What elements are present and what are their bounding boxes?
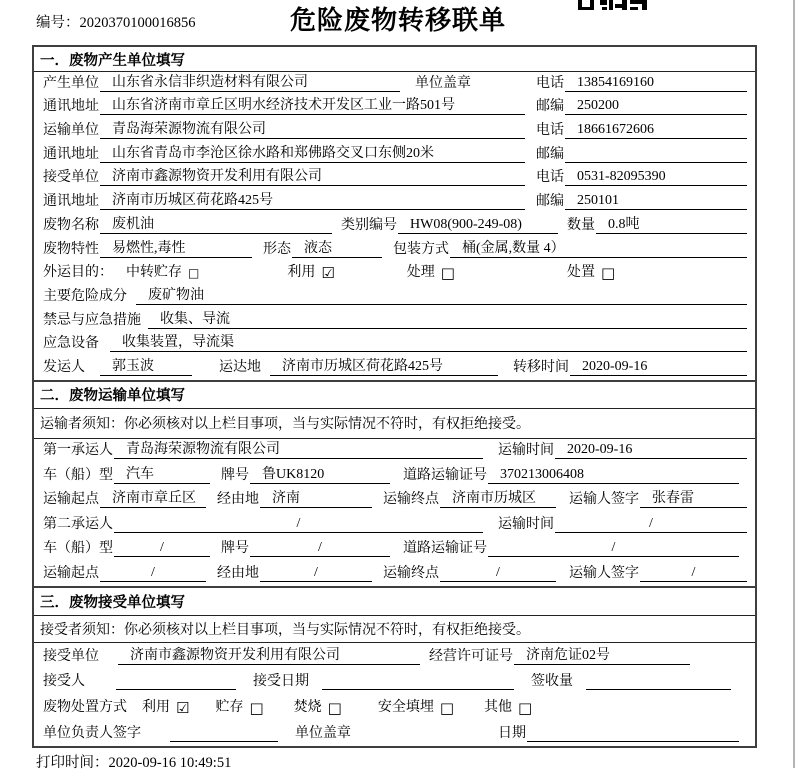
disposal-option-storage [215,696,263,716]
transport-time2-label: 运输时间 [498,516,554,532]
disposal-label: 废物处置方式 [43,700,127,715]
producer-address-row [34,96,755,120]
producer-label: 产生单位 [43,75,99,91]
origin1-value: 济南市章丘区 [100,487,206,508]
permit1-label: 道路运输证号 [403,467,487,483]
date-label: 日期 [498,725,526,741]
sign1-value: 张春雷 [640,487,747,508]
acceptor-row [34,669,755,695]
print-time-label: 打印时间： [36,755,109,771]
disposal-option-utilize [142,696,189,716]
serial-number-line [36,11,196,32]
terminus2-value: / [440,565,556,582]
vehicle2-label: 车（船）型 [43,541,113,557]
terminus2-label: 运输终点 [383,565,439,581]
disposal-utilize-label: 利用 [142,700,170,715]
permit2-label: 道路运输证号 [403,541,487,557]
purpose-row [34,262,755,286]
purpose-dispose-label: 处置 [566,265,595,281]
disposal-storage-checkbox: □ [249,699,264,717]
acceptor-notice-text: 接受者须知：你必须核对以上栏目事项，当与实际情况不符时，有权拒绝接受。 [40,622,530,638]
transport-time1-label: 运输时间 [498,443,554,459]
route2-row [34,561,755,586]
receiver-address-row [34,190,755,214]
producer-row [34,72,755,96]
hazard-row [34,285,755,309]
purpose-transfer-storage-checkbox: □ [188,266,200,281]
print-time-value: 2020-09-16 10:49:51 [108,755,232,771]
accept-unit-row [34,643,755,669]
page-title: 危险废物转移联单 [289,5,507,35]
vehicle2-value: / [114,540,210,557]
purpose-label: 外运目的： [43,265,113,281]
disposal-storage-label: 贮存 [215,700,244,715]
receiver-addr-label: 通讯地址 [43,194,99,210]
carrier1-label: 第一承运人 [43,443,113,459]
receiver-phone-label: 电话 [536,170,564,186]
origin2-value: / [100,565,206,582]
acceptor-notice-row [34,616,755,643]
received-qty-value [586,689,731,690]
serial-number: 2020370100016856 [79,15,196,31]
transfer-time-value: 2020-09-16 [570,359,747,376]
producer-zip-label: 邮编 [536,99,564,115]
accept-date-label: 接受日期 [253,674,309,690]
purpose-treat-label: 处理 [406,265,435,281]
manifest-form [32,45,757,748]
vehicle1-row [34,463,755,488]
receiver-label: 接受单位 [43,170,99,186]
carrier2-label: 第二承运人 [43,516,113,532]
vehicle1-label: 车（船）型 [43,467,113,483]
responsible-label: 单位负责人签字 [43,725,141,741]
form-label: 形态 [263,241,291,257]
receiver-addr-value: 济南市历城区荷花路425号 [100,189,525,210]
disposal-incinerate-checkbox: □ [327,699,342,717]
taboo-label: 禁忌与应急措施 [43,312,141,328]
vehicle2-row [34,537,755,562]
carrier1-value: 青岛海荣源物流有限公司 [114,438,483,459]
section3-body [34,643,755,746]
via2-label: 经由地 [217,565,259,581]
route1-row [34,488,755,513]
transport-time1-value: 2020-09-16 [555,442,747,459]
page-edge-line [793,0,795,768]
purpose-option-treat [407,261,455,281]
packing-value: 桶(金属,数量 4） [450,237,747,258]
purpose-transfer-storage-label: 中转贮存 [126,265,182,281]
section1-body [34,72,755,380]
taboo-row [34,309,755,333]
form-value: 液态 [292,237,382,258]
plate1-label: 牌号 [221,467,249,483]
category-value: HW08(900-249-08) [398,217,558,234]
disposal-landfill-label: 安全填埋 [377,700,434,715]
purpose-treat-checkbox: □ [440,264,455,283]
print-time-line [36,751,231,772]
sign1-label: 运输人签字 [569,492,639,508]
transport-time2-value: / [555,516,747,533]
purpose-option-transfer-storage [126,261,199,281]
disposal-landfill-checkbox: □ [439,699,455,717]
carrier-notice-row [34,409,755,439]
plate2-value: / [250,540,390,557]
transporter-row [34,119,755,143]
license-value: 济南危证02号 [514,644,690,665]
sign2-label: 运输人签字 [569,565,639,581]
receiver-value: 济南市鑫源物资开发利用有限公司 [100,165,525,186]
purpose-option-utilize [287,261,334,281]
via2-value: / [260,565,372,582]
responsible-row [34,720,755,746]
waste-character-row [34,238,755,262]
serial-label: 编号： [36,15,80,31]
transporter-phone-value: 18661672606 [565,122,747,139]
disposal-other-label: 其他 [484,700,513,715]
shipper-row [34,356,755,380]
acceptor-label: 接受人 [43,674,85,690]
dest-label: 运达地 [219,359,261,375]
unit-seal-label: 单位盖章 [415,75,471,91]
packing-label: 包装方式 [393,241,449,257]
section1-heading: 一．废物产生单位填写 [34,47,755,72]
date-value [527,741,739,742]
transporter-addr-label: 通讯地址 [43,146,99,162]
section3-heading: 三．废物接受单位填写 [34,586,755,616]
equipment-label: 应急设备 [43,336,99,352]
accept-date-value [322,689,514,690]
license-label: 经营许可证号 [429,648,513,664]
accept-unit-value: 济南市鑫源物资开发利用有限公司 [118,644,420,665]
sign2-value: / [640,565,747,582]
disposal-incinerate-label: 焚烧 [293,700,322,715]
transporter-addr-value: 山东省青岛市李沧区徐水路和郑佛路交叉口东侧20米 [100,142,525,163]
producer-value: 山东省永信非织造材料有限公司 [100,71,400,92]
disposal-utilize-checkbox: ☑ [176,699,190,717]
equipment-row [34,333,755,357]
plate1-value: 鲁UK8120 [250,463,390,484]
disposal-option-landfill [378,696,454,716]
receiver-zip-value: 250101 [565,193,747,210]
purpose-dispose-checkbox: □ [600,264,616,283]
origin1-label: 运输起点 [43,492,99,508]
producer-addr-value: 山东省济南市章丘区明水经济技术开发区工业一路501号 [100,94,525,115]
purpose-utilize-label: 利用 [287,265,316,281]
category-label: 类别编号 [341,217,397,233]
section2-heading: 二．废物运输单位填写 [34,380,755,409]
transfer-time-label: 转移时间 [513,359,569,375]
carrier-notice-text: 运输者须知：你必须核对以上栏目事项，当与实际情况不符时，有权拒绝接受。 [40,417,530,433]
quantity-label: 数量 [567,217,595,233]
carrier2-row [34,512,755,537]
quantity-value: 0.8吨 [596,213,747,234]
plate2-label: 牌号 [221,541,249,557]
transporter-zip-label: 邮编 [536,146,564,162]
responsible-sign-value [170,741,278,742]
origin2-label: 运输起点 [43,565,99,581]
permit1-value: 370213006408 [488,467,739,484]
carrier2-value: / [114,516,483,533]
transporter-value: 青岛海荣源物流有限公司 [100,118,525,139]
producer-addr-label: 通讯地址 [43,99,99,115]
producer-phone-value: 13854169160 [565,75,747,92]
waste-name-label: 废物名称 [43,217,99,233]
shipper-label: 发运人 [43,359,85,375]
disposal-option-other [484,696,532,716]
acceptor-value [116,689,236,690]
transporter-address-row [34,143,755,167]
shipper-value: 郭玉波 [100,355,192,376]
via1-value: 济南 [260,487,372,508]
producer-zip-value: 250200 [565,98,747,115]
transporter-zip-value [565,162,747,163]
disposal-option-incinerate [294,696,342,716]
dest-value: 济南市历城区荷花路425号 [270,355,498,376]
waste-name-row [34,214,755,238]
transporter-phone-label: 电话 [536,123,564,139]
section2-body [34,439,755,586]
terminus1-label: 运输终点 [383,492,439,508]
receiver-row [34,167,755,191]
purpose-utilize-checkbox: ☑ [321,264,335,283]
transporter-label: 运输单位 [43,123,99,139]
via1-label: 经由地 [217,492,259,508]
taboo-value: 收集、导流 [148,308,747,329]
terminus1-value: 济南市历城区 [440,487,556,508]
purpose-option-dispose [567,261,615,281]
permit2-value: / [488,540,739,557]
received-qty-label: 签收量 [531,674,573,690]
equipment-value: 收集装置，导流渠 [110,331,747,352]
carrier1-row [34,439,755,464]
accept-unit-label: 接受单位 [43,648,99,664]
qr-code-fragment-icon [578,0,648,16]
receiver-phone-value: 0531-82095390 [565,169,747,186]
vehicle1-value: 汽车 [114,463,210,484]
producer-phone-label: 电话 [536,75,564,91]
character-value: 易燃性,毒性 [100,237,252,258]
waste-name-value: 废机油 [100,213,332,234]
receiver-zip-label: 邮编 [536,194,564,210]
hazard-value: 废矿物油 [136,284,747,305]
character-label: 废物特性 [43,241,99,257]
unit-seal2-label: 单位盖章 [295,725,351,741]
hazard-label: 主要危险成分 [43,288,127,304]
disposal-row [34,694,755,720]
disposal-other-checkbox: □ [518,699,533,717]
